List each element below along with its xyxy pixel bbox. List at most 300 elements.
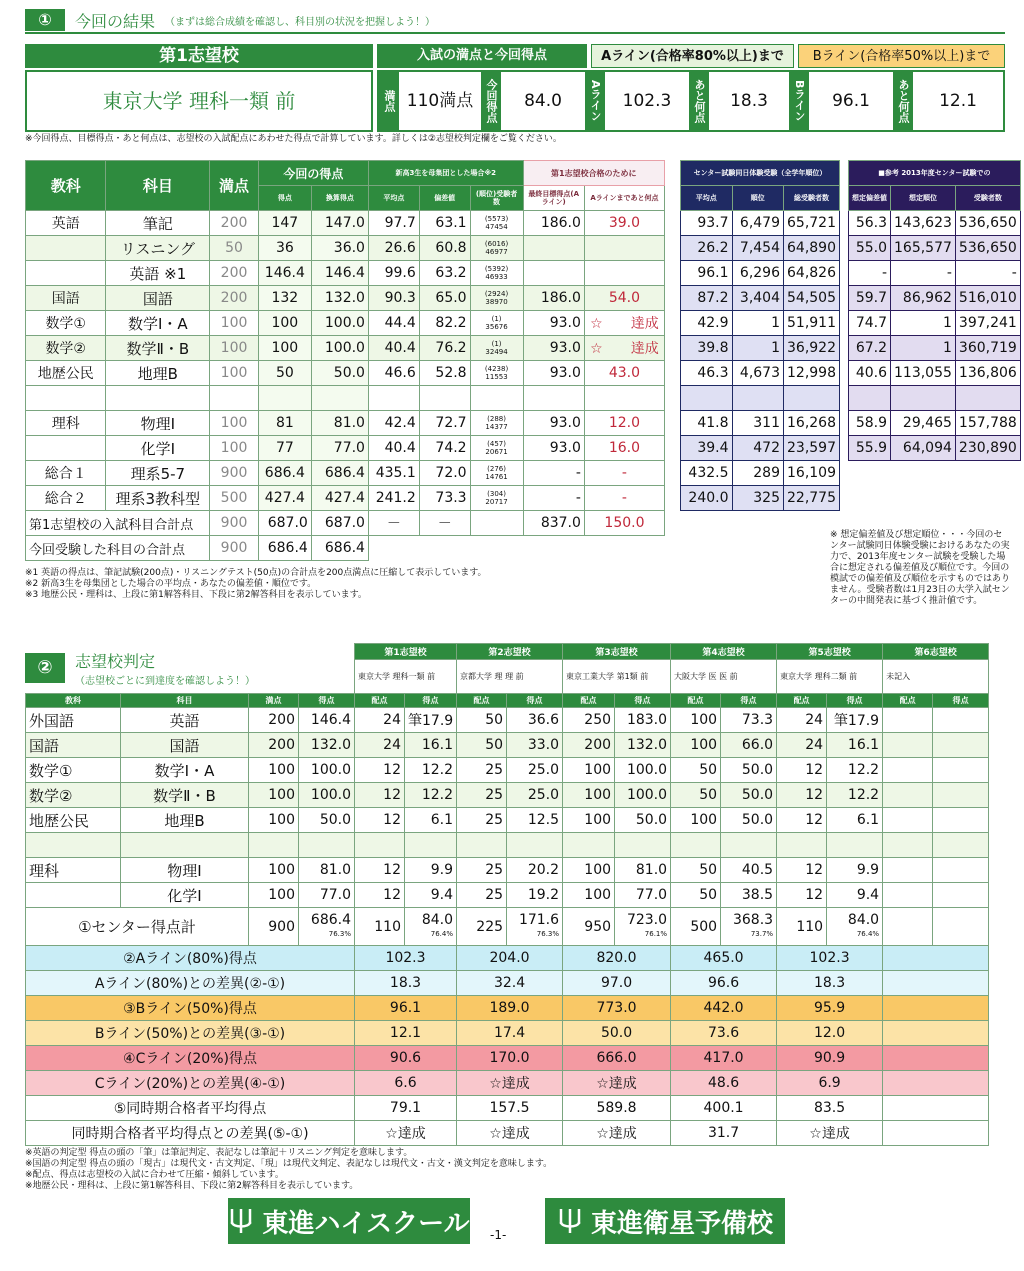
judge-col-kamoku: 科目 <box>121 694 249 708</box>
cell-heikin: 97.7 <box>368 211 419 236</box>
ref-table-wrap <box>848 160 1021 461</box>
cell-c-sou: 16,268 <box>784 411 840 436</box>
center-score <box>507 908 563 946</box>
judge-haiten: 24 <box>777 733 827 758</box>
center-score-pct: 73.7% <box>750 929 774 938</box>
judge-score <box>933 883 989 908</box>
band-value: 204.0 <box>457 946 563 971</box>
judge-haiten: 100 <box>563 783 615 808</box>
cell-hensa: 82.2 <box>419 311 470 336</box>
cell-c-juni: 1 <box>732 336 784 361</box>
judge-score: 77.0 <box>615 883 671 908</box>
cell-ato: - <box>584 486 664 511</box>
cell-tokuten: 146.4 <box>258 261 311 286</box>
band-value <box>883 946 989 971</box>
judge-band-row <box>26 971 989 996</box>
cell-kyoka: 理科 <box>26 411 106 436</box>
cell-kansan: 81.0 <box>311 411 368 436</box>
col-s-hensa: 想定偏差値 <box>849 186 891 211</box>
center-score <box>827 908 883 946</box>
cell-hensa: 60.8 <box>419 236 470 261</box>
judge-kyoka <box>26 833 121 858</box>
judge-kyoka: 地歴公民 <box>26 808 121 833</box>
band-value: 48.6 <box>671 1071 777 1096</box>
judge-kyoka: 外国語 <box>26 708 121 733</box>
cell-juni-rank: (1) <box>491 315 502 323</box>
cell-kamoku: 地理B <box>106 361 210 386</box>
school-rank: 第4志望校 <box>671 644 777 660</box>
judge-score: 6.1 <box>405 808 457 833</box>
judge-haiten: 250 <box>563 708 615 733</box>
cell-ato: 54.0 <box>584 286 664 311</box>
judge-haiten: 100 <box>671 733 721 758</box>
judge-score: 50.0 <box>615 808 671 833</box>
band-value: ☆達成 <box>457 1121 563 1146</box>
cell-hensa: 72.0 <box>419 461 470 486</box>
col-kyoka: 教科 <box>26 161 106 211</box>
school-rank: 第2志望校 <box>457 644 563 660</box>
judge-col-haiten: 配点 <box>671 694 721 708</box>
cell-kansan: 427.4 <box>311 486 368 511</box>
col-kamoku: 科目 <box>106 161 210 211</box>
cell-heikin: 44.4 <box>368 311 419 336</box>
judge-score: 100.0 <box>615 783 671 808</box>
center-total-value: 686.4 <box>310 911 351 928</box>
judge-score: 36.6 <box>507 708 563 733</box>
school-name: 東京大学 理科二類 前 <box>777 660 883 694</box>
total2-tokuten: 686.4 <box>258 536 311 561</box>
ref-row <box>849 436 1021 461</box>
band-value: 6.9 <box>777 1071 883 1096</box>
band-value: 157.5 <box>457 1096 563 1121</box>
judge-tokuten: 146.4 <box>299 708 355 733</box>
judge-col-haiten: 配点 <box>457 694 507 708</box>
cell-heikin: 241.2 <box>368 486 419 511</box>
judge-haiten: 50 <box>671 783 721 808</box>
cell-c-heikin: 240.0 <box>681 486 733 511</box>
cell-c-sou: 16,109 <box>784 461 840 486</box>
cell-juni <box>470 361 523 386</box>
cell-kansan: 50.0 <box>311 361 368 386</box>
cell-kyoka: 国語 <box>26 286 106 311</box>
judge-band-row <box>26 1096 989 1121</box>
judge-kamoku: 数学Ⅰ・A <box>121 758 249 783</box>
center-row <box>681 386 840 411</box>
col-c-heikin: 平均点 <box>681 186 733 211</box>
cell-mokuhyo: 93.0 <box>523 411 584 436</box>
col-center: センター試験同日体験受験（全学年順位） <box>681 161 840 186</box>
ref-table <box>848 160 1021 461</box>
cell-s-hensa: 67.2 <box>849 336 891 361</box>
cell-kansan: 100.0 <box>311 336 368 361</box>
cell-kyoka <box>26 386 106 411</box>
band-value: 465.0 <box>671 946 777 971</box>
judge-kamoku: 地理B <box>121 808 249 833</box>
cell-s-jukensha: 157,788 <box>955 411 1020 436</box>
cell-juni <box>470 436 523 461</box>
cell-s-jukensha: 536,650 <box>955 211 1020 236</box>
center-haiten <box>883 908 933 946</box>
judge-haiten <box>883 833 933 858</box>
center-score-value: 723.0 <box>626 911 668 928</box>
cell-c-juni <box>732 386 784 411</box>
cell-s-jukensha: 536,650 <box>955 236 1020 261</box>
school-name: 東京大学 理科一類 前 <box>355 660 457 694</box>
cell-kamoku: 理系5-7 <box>106 461 210 486</box>
judge-haiten: 25 <box>457 783 507 808</box>
cell-heikin: 26.6 <box>368 236 419 261</box>
total1-empty <box>470 511 523 536</box>
band-value <box>883 1046 989 1071</box>
cell-heikin: 90.3 <box>368 286 419 311</box>
center-row <box>681 411 840 436</box>
band-value: 18.3 <box>777 971 883 996</box>
cell-juni-rank: (2924) <box>484 290 509 298</box>
cell-juni <box>470 286 523 311</box>
center-row <box>681 336 840 361</box>
judge-haiten <box>883 858 933 883</box>
band-value: 6.6 <box>355 1071 457 1096</box>
b-remain: 12.1 <box>939 91 977 111</box>
cell-mokuhyo: 93.0 <box>523 361 584 386</box>
judge-haiten <box>883 708 933 733</box>
a-remain-label: あと何点 <box>689 72 709 130</box>
cell-c-heikin: 432.5 <box>681 461 733 486</box>
school-rank: 第3志望校 <box>563 644 671 660</box>
cell-c-sou: 22,775 <box>784 486 840 511</box>
cell-c-heikin: 87.2 <box>681 286 733 311</box>
judge-header-spacer <box>26 644 355 660</box>
cell-heikin <box>368 386 419 411</box>
center-row <box>681 236 840 261</box>
result-row <box>26 386 665 411</box>
judge-score <box>933 758 989 783</box>
band-value: 73.6 <box>671 1021 777 1046</box>
judge-haiten: 100 <box>671 808 721 833</box>
judge-manten: 200 <box>249 708 299 733</box>
center-total-row <box>26 908 989 946</box>
center-score <box>615 908 671 946</box>
cell-kamoku: リスニング <box>106 236 210 261</box>
band-label: Bライン(50%)との差異(③-①) <box>26 1021 355 1046</box>
cell-tokuten: 36 <box>258 236 311 261</box>
cell-tokuten: 147 <box>258 211 311 236</box>
cell-s-jukensha: 397,241 <box>955 311 1020 336</box>
cell-s-juni: 86,962 <box>891 286 956 311</box>
judge-row <box>26 833 989 858</box>
judge-kyoka: 数学② <box>26 783 121 808</box>
cell-juni-rank: (276) <box>487 465 506 473</box>
judge-kamoku: 国語 <box>121 733 249 758</box>
cell-juni-rank: (5392) <box>484 265 509 273</box>
band-value: 820.0 <box>563 946 671 971</box>
judge-table <box>25 643 989 1146</box>
col-konkai: 今回の得点 <box>258 161 368 186</box>
judge-row <box>26 708 989 733</box>
cell-juni <box>470 261 523 286</box>
note2-1: ※英語の判定型 得点の頭の「筆」は筆記判定、表記なしは筆記＋リスニング判定を意味します。 <box>25 1148 413 1158</box>
judge-kyoka: 理科 <box>26 858 121 883</box>
judge-score <box>933 708 989 733</box>
a-line-header: Aライン(合格率80%以上)まで <box>591 44 794 68</box>
cell-c-juni: 6,479 <box>732 211 784 236</box>
cell-s-juni: 1 <box>891 311 956 336</box>
cell-kansan: 100.0 <box>311 311 368 336</box>
judge-row <box>26 758 989 783</box>
total1-label: 第1志望校の入試科目合計点 <box>26 511 210 536</box>
judge-band-row <box>26 1021 989 1046</box>
cell-manten: 200 <box>210 211 259 236</box>
judge-row <box>26 733 989 758</box>
cell-kamoku: 国語 <box>106 286 210 311</box>
center-score-pct: 76.1% <box>644 929 668 938</box>
judge-manten: 200 <box>249 733 299 758</box>
cell-kansan: 686.4 <box>311 461 368 486</box>
section2-title: 志望校判定 <box>75 652 156 671</box>
cell-juni <box>470 486 523 511</box>
school-name: 大阪大学 医 医 前 <box>671 660 777 694</box>
cell-mokuhyo: 93.0 <box>523 336 584 361</box>
judge-haiten: 25 <box>457 808 507 833</box>
judge-haiten <box>355 833 405 858</box>
judge-kamoku: 英語 <box>121 708 249 733</box>
total-row-1 <box>26 511 665 536</box>
school-rank: 第1志望校 <box>355 644 457 660</box>
cell-kamoku <box>106 386 210 411</box>
cell-manten <box>210 386 259 411</box>
judge-haiten: 24 <box>355 708 405 733</box>
judge-score: 40.5 <box>721 858 777 883</box>
cell-tokuten <box>258 386 311 411</box>
judge-haiten: 50 <box>457 733 507 758</box>
ref-row <box>849 311 1021 336</box>
cell-mokuhyo: 186.0 <box>523 286 584 311</box>
cell-ato: 39.0 <box>584 211 664 236</box>
cell-juni <box>470 411 523 436</box>
cell-juni <box>470 461 523 486</box>
total1-hensa: － <box>419 511 470 536</box>
judge-tokuten: 132.0 <box>299 733 355 758</box>
cell-manten: 100 <box>210 361 259 386</box>
band-value: 170.0 <box>457 1046 563 1071</box>
judge-haiten <box>777 833 827 858</box>
band-value: 90.6 <box>355 1046 457 1071</box>
judge-haiten: 12 <box>355 858 405 883</box>
cell-heikin: 42.4 <box>368 411 419 436</box>
cell-juni <box>470 236 523 261</box>
band-value: 32.4 <box>457 971 563 996</box>
judge-tokuten: 100.0 <box>299 783 355 808</box>
center-score-value: 368.3 <box>732 911 774 928</box>
band-value: 400.1 <box>671 1096 777 1121</box>
band-label: ②Aライン(80%)得点 <box>26 946 355 971</box>
cell-c-juni: 325 <box>732 486 784 511</box>
judge-haiten: 100 <box>563 883 615 908</box>
judge-score <box>827 833 883 858</box>
cell-kyoka: 総合１ <box>26 461 106 486</box>
judge-score: 16.1 <box>827 733 883 758</box>
note2-2: ※国語の判定型 得点の頭の「現古」は現代文・古文判定、「現」は現代文判定、表記なしは現代文・古文・漢文判定を意味します。 <box>25 1159 553 1169</box>
judge-kyoka: 数学① <box>26 758 121 783</box>
cell-tokuten: 427.4 <box>258 486 311 511</box>
cell-juni-total: 46977 <box>485 248 508 256</box>
cell-tokuten: 100 <box>258 311 311 336</box>
note2-4: ※地歴公民・理科は、上段に第1解答科目、下段に第2解答科目を表示しています。 <box>25 1181 359 1191</box>
a-value: 102.3 <box>622 91 672 111</box>
col-mokuhyo: 最終目標得点(Aライン) <box>523 186 584 211</box>
band-value: 96.6 <box>671 971 777 996</box>
judge-haiten: 50 <box>671 758 721 783</box>
band-value: 79.1 <box>355 1096 457 1121</box>
cell-heikin: 46.6 <box>368 361 419 386</box>
center-table-wrap <box>680 160 840 511</box>
center-row <box>681 311 840 336</box>
cell-mokuhyo: - <box>523 486 584 511</box>
center-score <box>405 908 457 946</box>
b-line-header: Bライン(合格率50%以上)まで <box>798 44 1005 68</box>
col-s-juni: 想定順位 <box>891 186 956 211</box>
score-header: 入試の満点と今回得点 <box>377 44 587 68</box>
band-label: Aライン(80%)との差異(②-①) <box>26 971 355 996</box>
cell-s-hensa: 55.9 <box>849 436 891 461</box>
judge-table-wrap <box>25 643 989 1146</box>
cell-tokuten: 81 <box>258 411 311 436</box>
judge-tokuten: 100.0 <box>299 758 355 783</box>
judge-score <box>933 808 989 833</box>
judge-haiten: 12 <box>777 858 827 883</box>
col-c-juni: 順位 <box>732 186 784 211</box>
center-row <box>681 486 840 511</box>
band-value: 666.0 <box>563 1046 671 1071</box>
center-row <box>681 361 840 386</box>
cell-c-juni: 4,673 <box>732 361 784 386</box>
judge-header-cols <box>26 694 989 708</box>
judge-score: 183.0 <box>615 708 671 733</box>
band-value: 17.4 <box>457 1021 563 1046</box>
cell-s-juni: 165,577 <box>891 236 956 261</box>
cell-c-heikin: 39.8 <box>681 336 733 361</box>
cell-ato: 16.0 <box>584 436 664 461</box>
judge-score <box>721 833 777 858</box>
cell-s-juni: 29,465 <box>891 411 956 436</box>
cell-s-juni: 143,623 <box>891 211 956 236</box>
judge-band-row <box>26 1046 989 1071</box>
cell-kansan <box>311 386 368 411</box>
band-value: ☆達成 <box>563 1121 671 1146</box>
cell-mokuhyo: 186.0 <box>523 211 584 236</box>
top-note: ※今回得点、目標得点・あと何点は、志望校の入試配点にあわせた得点で計算しています。詳しくは②志望校判定欄をご覧ください。 <box>25 134 562 144</box>
cell-c-heikin: 42.9 <box>681 311 733 336</box>
cell-juni-total: 32494 <box>485 348 508 356</box>
cell-juni-rank: (1) <box>491 340 502 348</box>
school-name: 未記入 <box>883 660 989 694</box>
judge-score: 12.2 <box>827 758 883 783</box>
center-score-value: 171.6 <box>518 911 560 928</box>
cell-c-heikin: 41.8 <box>681 411 733 436</box>
judge-col-haiten: 配点 <box>777 694 827 708</box>
score-value: 84.0 <box>524 91 562 111</box>
judge-haiten: 12 <box>355 783 405 808</box>
judge-row <box>26 858 989 883</box>
cell-s-jukensha: 360,719 <box>955 336 1020 361</box>
judge-haiten: 24 <box>777 708 827 733</box>
cell-manten: 50 <box>210 236 259 261</box>
band-value: 96.1 <box>355 996 457 1021</box>
total1-heikin: － <box>368 511 419 536</box>
total2-label: 今回受験した科目の合計点 <box>26 536 210 561</box>
judge-haiten <box>883 808 933 833</box>
judge-col-kyoka: 教科 <box>26 694 121 708</box>
band-label: Cライン(20%)との差異(④-①) <box>26 1071 355 1096</box>
judge-band-row <box>26 996 989 1021</box>
band-value: 83.5 <box>777 1096 883 1121</box>
col-sanko: ■参考 2013年度センター試験での <box>849 161 1021 186</box>
cell-heikin: 435.1 <box>368 461 419 486</box>
judge-haiten <box>563 833 615 858</box>
cell-juni-total: 14761 <box>485 473 508 481</box>
judge-haiten: 50 <box>671 858 721 883</box>
a-label: Aライン <box>585 72 605 130</box>
judge-score: 16.1 <box>405 733 457 758</box>
col-goukaku: 第1志望校合格のために <box>523 161 664 186</box>
judge-haiten: 50 <box>671 883 721 908</box>
band-value: ☆達成 <box>457 1071 563 1096</box>
cell-juni-total: 46933 <box>485 273 508 281</box>
cell-hensa: 73.3 <box>419 486 470 511</box>
section1-header <box>25 8 1005 34</box>
center-haiten: 225 <box>457 908 507 946</box>
judge-score: 12.2 <box>405 758 457 783</box>
cell-ato: 12.0 <box>584 411 664 436</box>
col-hensa: 偏差値 <box>419 186 470 211</box>
judge-haiten: 12 <box>777 808 827 833</box>
band-value: ☆達成 <box>777 1121 883 1146</box>
cell-tokuten: 100 <box>258 336 311 361</box>
cell-juni-rank: (4238) <box>484 365 509 373</box>
cell-hensa: 63.1 <box>419 211 470 236</box>
judge-haiten: 100 <box>671 708 721 733</box>
band-label: ⑤同時期合格者平均得点 <box>26 1096 355 1121</box>
band-value: 18.3 <box>355 971 457 996</box>
cell-heikin: 99.6 <box>368 261 419 286</box>
judge-col-haiten: 配点 <box>883 694 933 708</box>
cell-c-sou: 36,922 <box>784 336 840 361</box>
cell-juni-rank: (5573) <box>484 215 509 223</box>
result-row <box>26 461 665 486</box>
ref-row <box>849 336 1021 361</box>
center-total-label: ①センター得点計 <box>26 908 249 946</box>
col-s-jukensha: 受験者数 <box>955 186 1020 211</box>
cell-heikin: 40.4 <box>368 436 419 461</box>
band-value: 90.9 <box>777 1046 883 1071</box>
cell-c-juni: 1 <box>732 311 784 336</box>
cell-c-juni: 311 <box>732 411 784 436</box>
result-row <box>26 411 665 436</box>
judge-row <box>26 808 989 833</box>
judge-tokuten: 77.0 <box>299 883 355 908</box>
cell-kansan: 146.4 <box>311 261 368 286</box>
cell-s-hensa: - <box>849 261 891 286</box>
note-3: ※3 地歴公民・理科は、上段に第1解答科目、下段に第2解答科目を表示しています。 <box>25 590 367 600</box>
cell-s-hensa: 58.9 <box>849 411 891 436</box>
total1-mokuhyo: 837.0 <box>523 511 584 536</box>
cell-juni-total: 11553 <box>485 373 508 381</box>
judge-haiten <box>883 783 933 808</box>
judge-haiten <box>671 833 721 858</box>
cell-kyoka: 数学① <box>26 311 106 336</box>
judge-haiten <box>457 833 507 858</box>
cell-kamoku: 化学Ⅰ <box>106 436 210 461</box>
